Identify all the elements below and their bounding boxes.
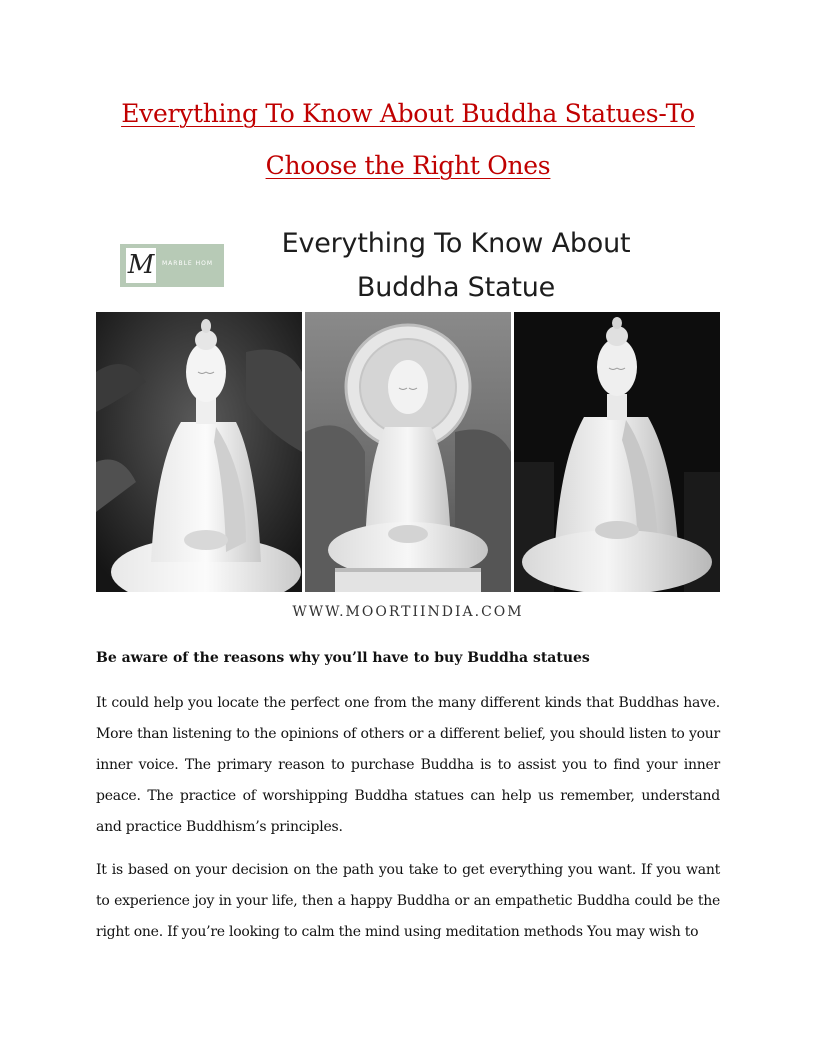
brand-logo	[120, 244, 224, 287]
statue-photo-strip	[96, 312, 720, 592]
logo-monogram: M	[126, 248, 156, 283]
section-heading: Be aware of the reasons why you’ll have to buy Buddha statues	[96, 650, 590, 666]
website-watermark: WWW.MOORTIINDIA.COM	[292, 604, 524, 620]
document-title-link[interactable]: Everything To Know About Buddha Statues-To Choose the Right Ones	[121, 99, 695, 180]
banner-heading-line-1: Everything To Know About	[281, 228, 631, 259]
buddha-statue-halo-photo	[305, 312, 511, 592]
paragraph-1: It could help you locate the perfect one from the many different kinds that Buddhas have. More than listening to the opinions of others or a different belief, you should listen to your inner voice. The primary reason to purchase Buddha is to assist you to find your inner peace. The practice of worshipping Buddha statues can help us remember, understand and practice Buddhism’s principles.	[96, 695, 720, 835]
logo-brand-text: MARBLE HOM	[162, 260, 214, 267]
buddha-statue-garden-photo	[96, 312, 302, 592]
document-title[interactable]	[96, 88, 720, 192]
banner-heading	[256, 222, 656, 310]
buddha-statue-dark-photo	[514, 312, 720, 592]
banner-heading-line-2: Buddha Statue	[356, 272, 556, 303]
paragraph-2: It is based on your decision on the path you take to get everything you want. If you want to experience joy in your life, then a happy Buddha or an empathetic Buddha could be the right one. If you’re looking to calm the mind using meditation methods You may wish to	[96, 862, 720, 940]
hero-banner-image	[96, 210, 720, 630]
